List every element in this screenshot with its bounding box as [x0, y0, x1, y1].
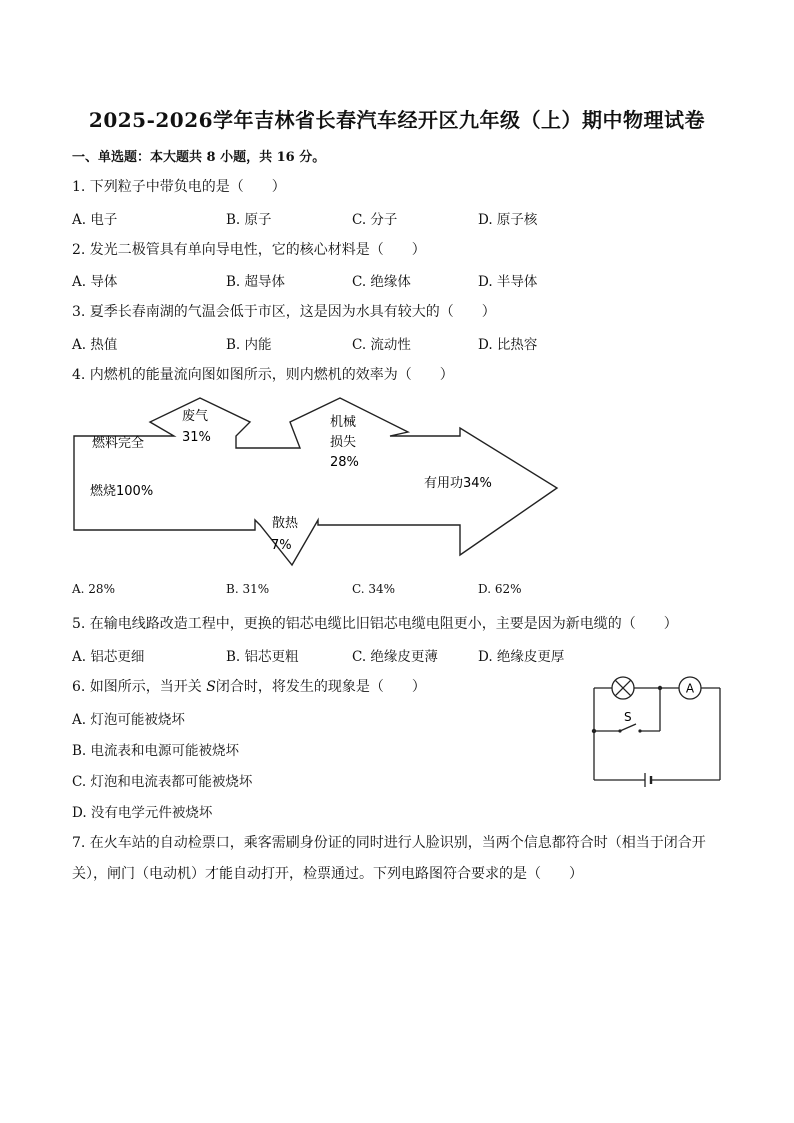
- junction-dot-top: [658, 686, 662, 690]
- q6-stem-suffix: 闭合时，将发生的现象是（ ）: [215, 679, 426, 695]
- q5-option-d: D. 绝缘皮更厚: [478, 649, 565, 665]
- q2-option-c: C. 绝缘体: [352, 274, 411, 290]
- q5-option-a: A. 铝芯更细: [72, 649, 145, 665]
- q3-option-a: A. 热值: [72, 337, 118, 353]
- exam-title: 2025-2026学年吉林省长春汽车经开区九年级（上）期中物理试卷: [88, 108, 706, 132]
- switch-label: S: [624, 710, 632, 724]
- q2-option-a: A. 导体: [72, 274, 118, 290]
- q4-option-d: D. 62%: [478, 582, 522, 596]
- q6-stem-prefix: 6. 如图所示，当开关: [72, 679, 207, 695]
- useful-work-label: 有用功34%: [424, 476, 492, 491]
- mech-loss-label-line1: 机械: [330, 415, 357, 430]
- question-2-stem: 2. 发光二极管具有单向导电性，它的核心材料是（ ）: [72, 242, 426, 258]
- heat-loss-label-line1: 散热: [272, 516, 299, 531]
- exhaust-label-line1: 废气: [182, 409, 209, 424]
- q6-switch-variable: S: [206, 679, 216, 695]
- q3-option-b: B. 内能: [226, 337, 272, 353]
- fuel-label-line2: 燃烧100%: [90, 484, 154, 499]
- q6-option-b: B. 电流表和电源可能被烧坏: [72, 743, 240, 759]
- question-7-line1: 7. 在火车站的自动检票口，乘客需刷身份证的同时进行人脸识别，当两个信息都符合时（相当于闭合开: [72, 835, 706, 851]
- ammeter-symbol: [679, 677, 701, 699]
- lamp-symbol: [612, 677, 634, 699]
- q1-option-c: C. 分子: [352, 212, 398, 228]
- q4-option-b: B. 31%: [226, 582, 270, 596]
- q6-option-c: C. 灯泡和电流表都可能被烧坏: [72, 774, 253, 790]
- q5-option-c: C. 绝缘皮更薄: [352, 649, 438, 665]
- q1-option-d: D. 原子核: [478, 212, 538, 228]
- ammeter-label: A: [685, 681, 695, 696]
- q6-option-d: D. 没有电学元件被烧坏: [72, 805, 213, 821]
- mech-loss-label-line2: 损失: [330, 435, 357, 450]
- q1-option-a: A. 电子: [72, 212, 118, 228]
- circuit-diagram: [584, 672, 734, 792]
- q2-option-d: D. 半导体: [478, 274, 538, 290]
- switch-pivot: [618, 729, 621, 732]
- question-4-stem: 4. 内燃机的能量流向图如图所示，则内燃机的效率为（ ）: [72, 367, 454, 383]
- junction-dot-left: [592, 729, 596, 733]
- q3-option-d: D. 比热容: [478, 337, 538, 353]
- heat-loss-label-line2: 7%: [271, 538, 292, 553]
- section-heading: 一、单选题：本大题共 8 小题，共 16 分。: [72, 150, 326, 165]
- exhaust-label-line2: 31%: [182, 430, 211, 445]
- q2-option-b: B. 超导体: [226, 274, 286, 290]
- switch-contact: [638, 729, 641, 732]
- battery-symbol: [645, 773, 651, 787]
- q3-option-c: C. 流动性: [352, 337, 411, 353]
- mech-loss-label-line3: 28%: [330, 455, 359, 470]
- energy-flow-diagram: [60, 388, 570, 573]
- question-7-line2: 关），闸门（电动机）才能自动打开，检票通过。下列电路图符合要求的是（ ）: [72, 866, 583, 882]
- q5-option-b: B. 铝芯更粗: [226, 649, 299, 665]
- q4-option-c: C. 34%: [352, 582, 396, 596]
- question-1-stem: 1. 下列粒子中带负电的是（ ）: [72, 179, 286, 195]
- q6-option-a: A. 灯泡可能被烧坏: [72, 712, 185, 728]
- q1-option-b: B. 原子: [226, 212, 272, 228]
- q4-option-a: A. 28%: [72, 582, 115, 596]
- fuel-label-line1: 燃料完全: [92, 436, 145, 451]
- question-3-stem: 3. 夏季长春南湖的气温会低于市区，这是因为水具有较大的（ ）: [72, 304, 496, 320]
- question-6-stem: [72, 676, 426, 696]
- question-5-stem: 5. 在输电线路改造工程中，更换的铝芯电缆比旧铝芯电缆电阻更小，主要是因为新电缆的（ ）: [72, 616, 678, 632]
